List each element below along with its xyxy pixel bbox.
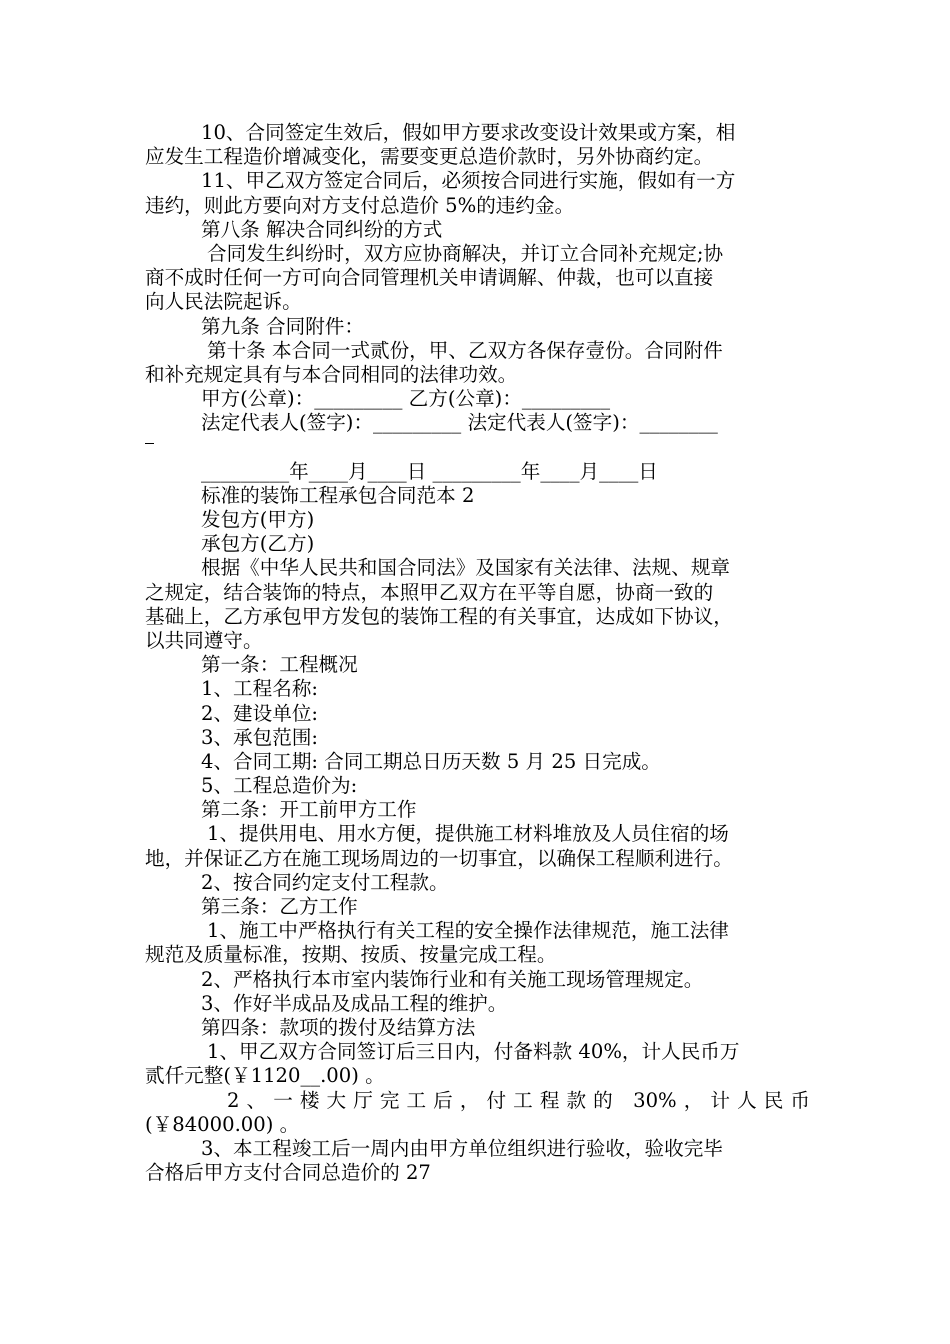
text-line: 11、甲乙双方签定合同后，必须按合同进行实施，假如有一方	[201, 169, 736, 193]
underscore-continuation	[145, 435, 810, 459]
text-line: 以共同遵守。	[145, 628, 263, 652]
list-item: 2、严格执行本市室内装饰行业和有关施工现场管理规定。	[201, 967, 704, 991]
text-line: 10、合同签定生效后，假如甲方要求改变设计效果或方案，相	[201, 121, 736, 144]
list-item: 4、合同工期: 合同工期总日历天数 5 月 25 日完成。	[201, 749, 661, 773]
text-line: 第十条 本合同一式贰份，甲、乙双方各保存壹份。合同附件	[207, 338, 723, 362]
text-line: 根据《中华人民共和国合同法》及国家有关法律、法规、规章	[201, 556, 731, 580]
text-line: 基础上，乙方承包甲方发包的装饰工程的有关事宜，达成如下协议，	[145, 604, 733, 628]
underscore-mark	[145, 443, 154, 444]
text-line: 1、施工中严格执行有关工程的安全操作法律规范，施工法律	[207, 919, 729, 943]
party-b-label: 承包方(乙方)	[201, 532, 315, 556]
list-item: 1、工程名称:	[201, 677, 319, 701]
text-line: 之规定，结合装饰的特点，本照甲乙双方在平等自愿，协商一致的	[145, 580, 714, 604]
section-heading: 第二条：开工前甲方工作	[201, 798, 417, 822]
list-item: 2、建设单位:	[201, 701, 319, 725]
text-line: 应发生工程造价增减变化，需要变更总造价款时，另外协商约定。	[145, 145, 714, 169]
seal-line: 甲方(公章)：_________ 乙方(公章)：_________	[201, 387, 611, 411]
text-line: 3、本工程竣工后一周内由甲方单位组织进行验收，验收完毕	[201, 1136, 723, 1160]
text-line: 商不成时任何一方可向合同管理机关申请调解、仲裁，也可以直接	[145, 266, 714, 290]
text-line: 违约，则此方要向对方支付总造价 5%的违约金。	[145, 193, 575, 217]
text-line: (￥84000.00) 。	[145, 1112, 300, 1136]
document-body	[145, 121, 810, 1185]
text-line: 向人民法院起诉。	[145, 290, 302, 314]
text-line: 合格后甲方支付合同总造价的 27	[145, 1161, 431, 1185]
text-line: 合同发生纠纷时，双方应协商解决，并订立合同补充规定;协	[207, 241, 724, 265]
text-line: 和补充规定具有与本合同相同的法律功效。	[145, 362, 518, 386]
text-line: 2、一楼大厅完工后，付工程款的 30%，计人民币	[227, 1088, 810, 1112]
section-heading: 第一条：工程概况	[201, 653, 358, 677]
party-a-label: 发包方(甲方)	[201, 508, 315, 531]
date-line: _________年____月____日 _________年____月____日	[201, 459, 658, 483]
text-line: 贰仟元整(￥1120__.00) 。	[145, 1064, 385, 1088]
text-line: 1、提供用电、用水方便，提供施工材料堆放及人员住宿的场	[207, 822, 729, 846]
document-title: 标准的装饰工程承包合同范本 2	[201, 483, 475, 507]
section-heading: 第九条 合同附件：	[201, 314, 364, 338]
signature-line: 法定代表人(签字)：_________ 法定代表人(签字)：________	[201, 411, 718, 435]
section-heading: 第四条：款项的拨付及结算方法	[201, 1015, 476, 1039]
list-item: 2、按合同约定支付工程款。	[201, 870, 449, 894]
text-line: 地，并保证乙方在施工现场周边的一切事宜，以确保工程顺利进行。	[145, 846, 733, 870]
list-item: 3、承包范围:	[201, 725, 319, 749]
list-item: 5、工程总造价为:	[201, 774, 358, 798]
text-line: 规范及质量标准，按期、按质、按量完成工程。	[145, 943, 557, 967]
text-line: 1、甲乙双方合同签订后三日内，付备料款 40%，计人民币万	[207, 1040, 740, 1064]
list-item: 3、作好半成品及成品工程的维护。	[201, 991, 508, 1015]
section-heading: 第三条：乙方工作	[201, 895, 358, 918]
section-heading: 第八条 解决合同纠纷的方式	[201, 217, 443, 241]
